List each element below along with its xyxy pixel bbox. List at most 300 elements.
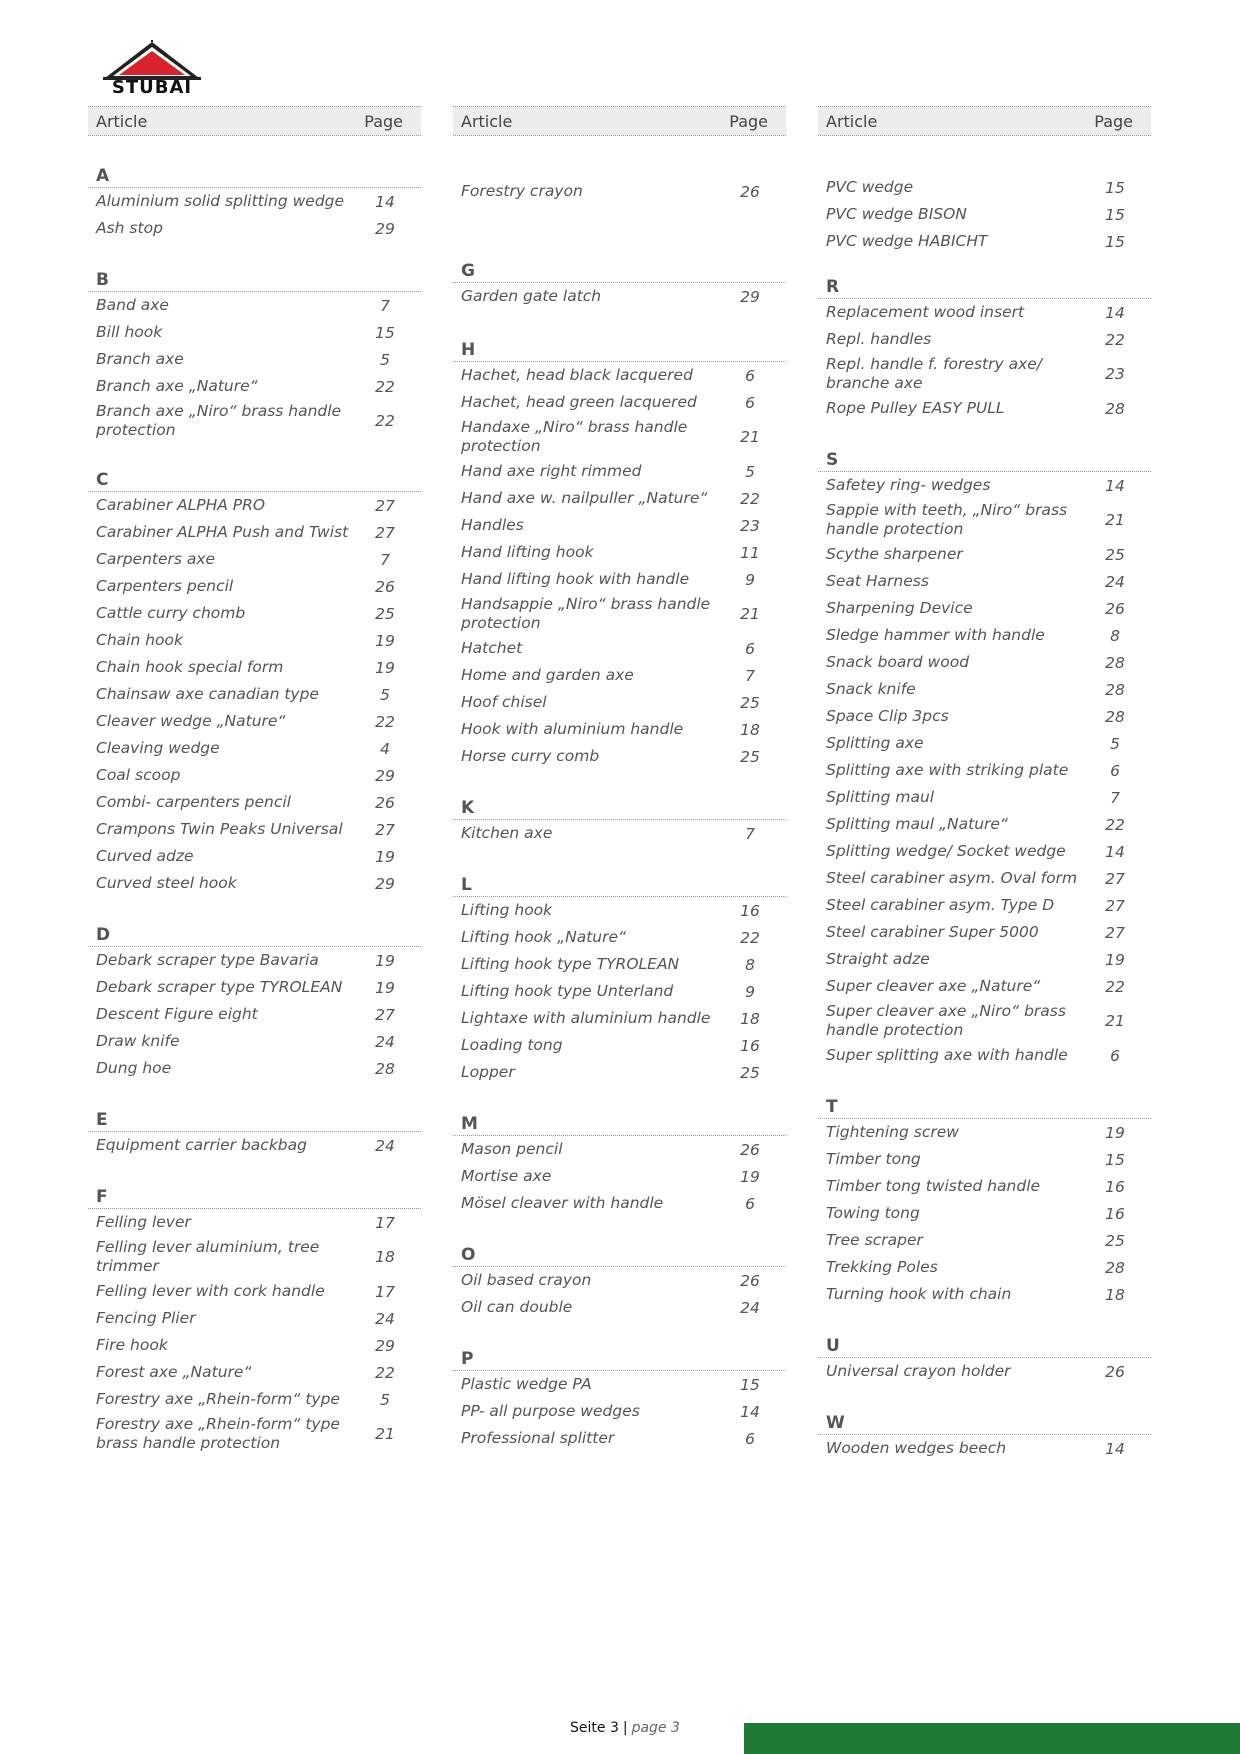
entry-article: Felling lever aluminium, tree trimmer	[96, 1238, 320, 1275]
page-header: Page	[729, 112, 768, 131]
entry-page: 25	[740, 1063, 760, 1082]
index-section	[453, 338, 786, 770]
index-entry	[88, 292, 421, 319]
entry-article: Mason pencil	[461, 1140, 563, 1158]
entry-page: 26	[1105, 599, 1125, 618]
entry-page: 28	[1105, 707, 1125, 726]
entry-page: 24	[375, 1136, 395, 1155]
entry-page: 19	[375, 631, 395, 650]
entry-page: 26	[740, 182, 760, 201]
index-entry	[453, 178, 786, 205]
entry-article: Coal scoop	[96, 766, 181, 784]
entry-article: Descent Figure eight	[96, 1005, 258, 1023]
index-entry	[818, 353, 1151, 395]
index-entry	[818, 1173, 1151, 1200]
index-entry	[453, 416, 786, 458]
entry-page: 28	[1105, 1258, 1125, 1277]
index-entry	[453, 1425, 786, 1452]
entry-page: 18	[375, 1248, 395, 1266]
entry-page: 5	[745, 462, 755, 481]
index-entry	[818, 811, 1151, 838]
index-entry	[88, 400, 421, 442]
index-entry	[88, 816, 421, 843]
index-entry	[88, 1278, 421, 1305]
entry-article: Oil based crayon	[461, 1271, 592, 1289]
entry-page: 16	[740, 901, 760, 920]
entry-page: 22	[740, 489, 760, 508]
index-entry	[818, 326, 1151, 353]
entry-article: Debark scraper type TYROLEAN	[96, 978, 343, 996]
entry-article: Snack knife	[826, 680, 916, 698]
entry-page: 14	[1105, 303, 1125, 322]
entry-page: 18	[1105, 1285, 1125, 1304]
entry-page: 27	[1105, 923, 1125, 942]
entry-page: 26	[740, 1271, 760, 1290]
index-entry	[88, 188, 421, 215]
index-entry	[453, 978, 786, 1005]
entry-page: 6	[745, 393, 755, 412]
index-entry	[818, 1119, 1151, 1146]
index-entry	[818, 1146, 1151, 1173]
entry-page: 16	[1105, 1204, 1125, 1223]
entry-page: 15	[1105, 1150, 1125, 1169]
mountain-logo-icon	[103, 40, 201, 80]
entry-article: Combi- carpenters pencil	[96, 793, 291, 811]
section-letter: D	[88, 923, 421, 947]
index-entry	[88, 215, 421, 242]
entry-page: 24	[375, 1309, 395, 1328]
entry-article: Splitting axe	[826, 734, 924, 752]
entry-page: 14	[1105, 1439, 1125, 1458]
entry-article: Splitting wedge/ Socket wedge	[826, 842, 1066, 860]
entry-article: Hook with aluminium handle	[461, 720, 684, 738]
section-letter: P	[453, 1347, 786, 1371]
entry-page: 26	[1105, 1362, 1125, 1381]
index-entry	[818, 1358, 1151, 1385]
entry-page: 14	[1105, 842, 1125, 861]
entry-article: Splitting maul „Nature“	[826, 815, 1008, 833]
entry-article: Super splitting axe with handle	[826, 1046, 1068, 1064]
section-letter: T	[818, 1095, 1151, 1119]
index-entry	[453, 539, 786, 566]
index-entry	[453, 716, 786, 743]
entry-page: 7	[380, 550, 390, 569]
index-entry	[453, 1059, 786, 1086]
entry-page: 6	[745, 639, 755, 658]
entry-article: PVC wedge BISON	[826, 205, 967, 223]
entry-article: Tree scraper	[826, 1231, 923, 1249]
index-entry	[818, 201, 1151, 228]
entry-article: Horse curry comb	[461, 747, 600, 765]
entry-article: Super cleaver axe „Nature“	[826, 977, 1041, 995]
entry-article: Forestry axe „Rhein-form“ type brass handle protection	[96, 1415, 340, 1452]
section-letter: C	[88, 468, 421, 492]
index-entry	[88, 870, 421, 897]
index-entry	[818, 1000, 1151, 1042]
entry-article: PVC wedge	[826, 178, 914, 196]
index-entry	[818, 784, 1151, 811]
entry-article: Branch axe	[96, 350, 184, 368]
entry-article: Aluminium solid splitting wedge	[96, 192, 345, 210]
entry-article: Fire hook	[96, 1336, 168, 1354]
entry-article: Steel carabiner asym. Type D	[826, 896, 1055, 914]
section-letter: S	[818, 448, 1151, 472]
index-entry	[818, 973, 1151, 1000]
entry-article: Curved steel hook	[96, 874, 237, 892]
entry-article: Hand axe w. nailpuller „Nature“	[461, 489, 708, 507]
index-entry	[818, 946, 1151, 973]
entry-article: Professional splitter	[461, 1429, 615, 1447]
entry-page: 26	[375, 577, 395, 596]
entry-article: Felling lever with cork handle	[96, 1282, 325, 1300]
entry-article: Towing tong	[826, 1204, 920, 1222]
entry-article: Safetey ring- wedges	[826, 476, 991, 494]
entry-article: Carabiner ALPHA Push and Twist	[96, 523, 349, 541]
section-letter: H	[453, 338, 786, 362]
index-entry	[88, 681, 421, 708]
index-entry	[453, 566, 786, 593]
entry-article: Tightening screw	[826, 1123, 959, 1141]
index-section	[818, 1334, 1151, 1385]
entry-page: 17	[375, 1282, 395, 1301]
section-letter: M	[453, 1112, 786, 1136]
entry-page: 21	[375, 1425, 395, 1443]
entry-page: 27	[375, 820, 395, 839]
entry-article: Rope Pulley EASY PULL	[826, 399, 1005, 417]
index-section	[453, 873, 786, 1086]
logo-wordmark: STUBAI	[111, 77, 193, 98]
entry-page: 7	[1110, 788, 1120, 807]
entry-article: Timber tong twisted handle	[826, 1177, 1041, 1195]
index-entry	[818, 499, 1151, 541]
section-letter: R	[818, 275, 1151, 299]
entry-article: Lopper	[461, 1063, 515, 1081]
index-entry	[818, 1200, 1151, 1227]
index-entry	[818, 1281, 1151, 1308]
entry-page: 22	[1105, 330, 1125, 349]
index-entry	[818, 541, 1151, 568]
entry-article: Crampons Twin Peaks Universal	[96, 820, 343, 838]
entry-page: 22	[1105, 815, 1125, 834]
index-entry	[453, 951, 786, 978]
index-entry	[818, 730, 1151, 757]
index-entry	[818, 299, 1151, 326]
article-header: Article	[96, 112, 148, 131]
entry-page: 17	[375, 1213, 395, 1232]
entry-page: 24	[740, 1298, 760, 1317]
index-section	[453, 1112, 786, 1217]
entry-article: Ash stop	[96, 219, 163, 237]
index-entry	[818, 676, 1151, 703]
entry-article: Hoof chisel	[461, 693, 547, 711]
index-column-1	[88, 106, 421, 1455]
entry-article: Lifting hook „Nature“	[461, 928, 627, 946]
index-section	[88, 468, 421, 897]
entry-article: Scythe sharpener	[826, 545, 963, 563]
index-entry	[88, 1413, 421, 1455]
entry-page: 7	[745, 824, 755, 843]
index-entry	[88, 735, 421, 762]
index-entry	[453, 1136, 786, 1163]
page-header: Page	[364, 112, 403, 131]
entry-page: 22	[375, 1363, 395, 1382]
entry-article: Super cleaver axe „Niro“ brass handle protection	[826, 1002, 1066, 1039]
entry-page: 6	[1110, 761, 1120, 780]
index-section	[88, 164, 421, 242]
entry-page: 6	[745, 366, 755, 385]
entry-article: Carabiner ALPHA PRO	[96, 496, 266, 514]
footer-separator: |	[622, 1720, 628, 1736]
entry-article: Kitchen axe	[461, 824, 553, 842]
index-entry	[453, 389, 786, 416]
entry-page: 25	[740, 747, 760, 766]
entry-page: 5	[1110, 734, 1120, 753]
index-entry	[818, 1227, 1151, 1254]
entry-article: Cleaver wedge „Nature“	[96, 712, 286, 730]
entry-page: 29	[375, 766, 395, 785]
footer-accent-bar	[744, 1723, 1240, 1754]
entry-article: Band axe	[96, 296, 169, 314]
index-entry	[818, 1435, 1151, 1462]
entry-article: Seat Harness	[826, 572, 929, 590]
entry-page: 28	[1105, 680, 1125, 699]
index-entry	[88, 1001, 421, 1028]
index-entry	[88, 1028, 421, 1055]
entry-page: 28	[375, 1059, 395, 1078]
entry-article: Curved adze	[96, 847, 194, 865]
entry-article: Garden gate latch	[461, 287, 602, 305]
entry-article: Carpenters axe	[96, 550, 216, 568]
entry-page: 24	[375, 1032, 395, 1051]
section-letter: L	[453, 873, 786, 897]
index-entry	[88, 346, 421, 373]
entry-article: Mortise axe	[461, 1167, 552, 1185]
entry-article: Plastic wedge PA	[461, 1375, 592, 1393]
section-letter: B	[88, 268, 421, 292]
entry-article: Hand lifting hook	[461, 543, 594, 561]
index-entry	[818, 395, 1151, 422]
entry-article: Chain hook special form	[96, 658, 284, 676]
index-entry	[88, 947, 421, 974]
index-section	[453, 796, 786, 847]
entry-page: 6	[745, 1194, 755, 1213]
entry-page: 25	[375, 604, 395, 623]
index-entry	[88, 573, 421, 600]
index-section	[88, 268, 421, 442]
index-entry	[453, 897, 786, 924]
index-entry	[453, 1005, 786, 1032]
entry-page: 29	[740, 287, 760, 306]
index-entry	[818, 1254, 1151, 1281]
entry-page: 15	[1105, 205, 1125, 224]
entry-page: 8	[1110, 626, 1120, 645]
entry-article: Handaxe „Niro“ brass handle protection	[461, 418, 688, 455]
entry-article: Oil can double	[461, 1298, 573, 1316]
column-header	[453, 106, 786, 136]
index-column-3	[818, 106, 1151, 1462]
entry-page: 16	[740, 1036, 760, 1055]
entry-article: Equipment carrier backbag	[96, 1136, 307, 1154]
entry-page: 7	[380, 296, 390, 315]
entry-article: Repl. handles	[826, 330, 932, 348]
index-entry	[88, 319, 421, 346]
index-entry	[453, 820, 786, 847]
index-entry	[88, 789, 421, 816]
entry-article: Lifting hook	[461, 901, 553, 919]
entry-page: 15	[1105, 232, 1125, 251]
entry-article: Sharpening Device	[826, 599, 973, 617]
entry-article: Timber tong	[826, 1150, 921, 1168]
entry-page: 21	[740, 428, 760, 446]
section-letter: E	[88, 1108, 421, 1132]
index-entry	[88, 1209, 421, 1236]
index-section	[453, 178, 786, 205]
entry-article: Turning hook with chain	[826, 1285, 1012, 1303]
entry-article: Splitting axe with striking plate	[826, 761, 1069, 779]
index-entry	[453, 924, 786, 951]
entry-page: 27	[375, 523, 395, 542]
section-letter: U	[818, 1334, 1151, 1358]
index-entry	[818, 649, 1151, 676]
entry-page: 11	[740, 543, 760, 562]
entry-article: PP- all purpose wedges	[461, 1402, 640, 1420]
index-column-2	[453, 106, 786, 1452]
entry-page: 19	[375, 847, 395, 866]
entry-page: 19	[375, 951, 395, 970]
index-section	[818, 1095, 1151, 1308]
index-entry	[453, 1294, 786, 1321]
entry-article: Cleaving wedge	[96, 739, 220, 757]
entry-page: 28	[1105, 653, 1125, 672]
entry-page: 5	[380, 685, 390, 704]
index-entry	[88, 1332, 421, 1359]
entry-article: Space Clip 3pcs	[826, 707, 949, 725]
index-entry	[453, 458, 786, 485]
entry-page: 15	[1105, 178, 1125, 197]
section-letter: G	[453, 259, 786, 283]
index-entry	[818, 919, 1151, 946]
column-header	[818, 106, 1151, 136]
entry-article: PVC wedge HABICHT	[826, 232, 988, 250]
entry-article: Branch axe „Niro“ brass handle protection	[96, 402, 342, 439]
entry-page: 19	[1105, 950, 1125, 969]
index-entry	[818, 472, 1151, 499]
index-entry	[453, 283, 786, 310]
entry-page: 22	[375, 377, 395, 396]
entry-article: Handles	[461, 516, 524, 534]
entry-article: Loading tong	[461, 1036, 563, 1054]
entry-page: 18	[740, 720, 760, 739]
index-section	[453, 1347, 786, 1452]
entry-article: Fencing Plier	[96, 1309, 196, 1327]
index-section	[453, 1243, 786, 1321]
index-entry	[453, 635, 786, 662]
page-footer	[570, 1720, 680, 1736]
stubai-logo	[103, 40, 201, 96]
entry-article: Lifting hook type TYROLEAN	[461, 955, 680, 973]
index-section	[818, 448, 1151, 1069]
entry-article: Draw knife	[96, 1032, 180, 1050]
index-section	[818, 174, 1151, 255]
entry-article: Replacement wood insert	[826, 303, 1025, 321]
entry-article: Trekking Poles	[826, 1258, 938, 1276]
entry-page: 29	[375, 874, 395, 893]
index-entry	[88, 1055, 421, 1082]
entry-page: 26	[740, 1140, 760, 1159]
entry-article: Hachet, head green lacquered	[461, 393, 697, 411]
entry-article: Cattle curry chomb	[96, 604, 246, 622]
index-entry	[88, 1132, 421, 1159]
index-entry	[818, 865, 1151, 892]
entry-page: 4	[380, 739, 390, 758]
entry-page: 25	[1105, 545, 1125, 564]
entry-article: Handsappie „Niro“ brass handle protection	[461, 595, 711, 632]
section-letter: K	[453, 796, 786, 820]
index-entry	[453, 362, 786, 389]
index-entry	[453, 689, 786, 716]
index-entry	[818, 622, 1151, 649]
entry-article: Forestry crayon	[461, 182, 583, 200]
entry-article: Forestry axe „Rhein-form“ type	[96, 1390, 340, 1408]
entry-page: 8	[745, 955, 755, 974]
entry-page: 14	[375, 192, 395, 211]
index-entry	[818, 228, 1151, 255]
index-entry	[88, 600, 421, 627]
section-letter: W	[818, 1411, 1151, 1435]
index-entry	[88, 492, 421, 519]
index-entry	[88, 708, 421, 735]
entry-article: Straight adze	[826, 950, 930, 968]
entry-article: Branch axe „Nature“	[96, 377, 258, 395]
index-entry	[88, 843, 421, 870]
index-entry	[88, 974, 421, 1001]
index-entry	[818, 757, 1151, 784]
index-entry	[453, 1267, 786, 1294]
section-letter: A	[88, 164, 421, 188]
section-letter: F	[88, 1185, 421, 1209]
index-entry	[453, 1398, 786, 1425]
column-header	[88, 106, 421, 136]
entry-article: Chainsaw axe canadian type	[96, 685, 319, 703]
article-header: Article	[461, 112, 513, 131]
entry-page: 24	[1105, 572, 1125, 591]
entry-page: 9	[745, 570, 755, 589]
index-entry	[818, 838, 1151, 865]
entry-page: 25	[740, 693, 760, 712]
index-section	[818, 275, 1151, 422]
entry-article: Dung hoe	[96, 1059, 172, 1077]
page-number-alt: page 3	[631, 1720, 680, 1736]
index-section	[818, 1411, 1151, 1462]
index-entry	[453, 485, 786, 512]
index-entry	[453, 512, 786, 539]
index-entry	[453, 1371, 786, 1398]
index-entry	[88, 762, 421, 789]
entry-page: 23	[1105, 365, 1125, 383]
index-entry	[453, 662, 786, 689]
index-section	[88, 1185, 421, 1455]
index-entry	[88, 1386, 421, 1413]
entry-page: 15	[740, 1375, 760, 1394]
index-entry	[818, 1042, 1151, 1069]
article-header: Article	[826, 112, 878, 131]
index-entry	[88, 1236, 421, 1278]
index-entry	[818, 568, 1151, 595]
entry-page: 23	[740, 516, 760, 535]
entry-article: Forest axe „Nature“	[96, 1363, 252, 1381]
entry-article: Felling lever	[96, 1213, 191, 1231]
entry-article: Bill hook	[96, 323, 163, 341]
